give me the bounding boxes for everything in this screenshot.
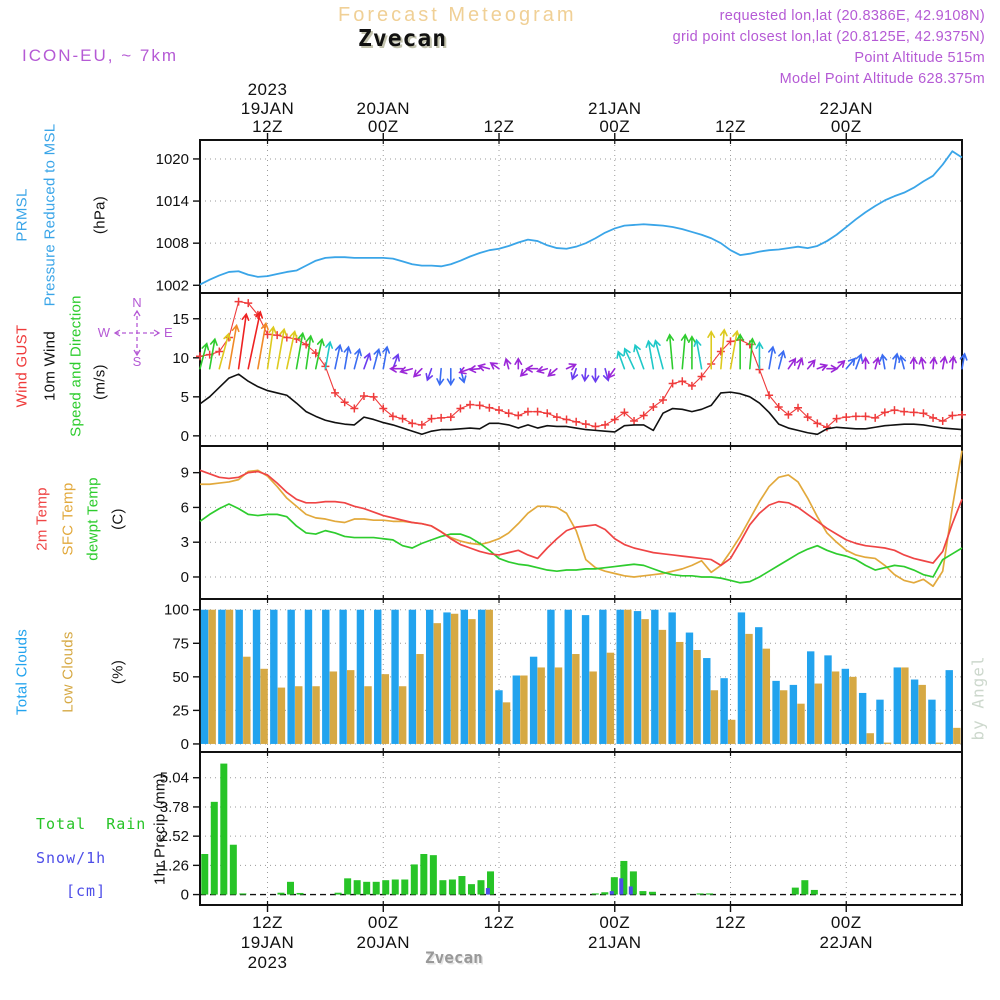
snow-unit-label: [cm]	[66, 882, 107, 900]
svg-text:0: 0	[180, 886, 189, 904]
temp-unit: (C)	[109, 508, 127, 530]
svg-text:1014: 1014	[155, 193, 189, 211]
wind-10m-label: 10m Wind	[41, 331, 59, 401]
top-tick-hour: 00Z	[367, 117, 399, 136]
top-tick-day: 19JAN	[240, 99, 295, 118]
svg-text:100: 100	[163, 601, 189, 619]
svg-text:75: 75	[172, 635, 189, 653]
watermark: by Angel	[968, 655, 988, 741]
svg-text:3.78: 3.78	[159, 798, 189, 816]
rain-label: Total Rain	[36, 815, 147, 833]
temperature-panel-chart	[180, 446, 962, 599]
wind-gust-label: Wind GUST	[13, 324, 31, 408]
snow-label: Snow/1h	[36, 849, 107, 867]
precip-axis-label: 1hr Precip (mm)	[151, 772, 169, 886]
svg-text:3: 3	[180, 534, 189, 552]
top-tick-year: 2023	[247, 80, 288, 99]
compass-icon	[97, 295, 174, 371]
bottom-tick-day: 19JAN	[240, 933, 295, 952]
svg-text:E: E	[164, 325, 173, 340]
pressure-label-long: Pressure Reduced to MSL	[41, 123, 59, 307]
bottom-tick-hour: 00Z	[367, 913, 399, 932]
top-tick-hour: 12Z	[252, 117, 283, 136]
bottom-tick-day: 22JAN	[819, 933, 874, 952]
grid-point-coords: grid point closest lon,lat (20.8125E, 42.9375N)	[672, 29, 985, 45]
top-tick-hour: 00Z	[599, 117, 631, 136]
bottom-tick-hour: 12Z	[252, 913, 283, 932]
footer-station-label: Zvecan	[425, 948, 483, 967]
pressure-panel-chart	[155, 140, 962, 295]
pressure-label-prmsl: PRMSL	[13, 188, 31, 242]
svg-text:0: 0	[180, 427, 189, 445]
pressure-unit: (hPa)	[91, 195, 109, 235]
wind-unit: (m/s)	[91, 364, 109, 400]
svg-text:2.52: 2.52	[159, 828, 189, 846]
top-tick-hour: 12Z	[715, 117, 746, 136]
bottom-tick-hour: 00Z	[830, 913, 862, 932]
svg-text:1002: 1002	[155, 277, 189, 295]
app-title: Forecast Meteogram	[338, 4, 577, 26]
svg-text:1020: 1020	[155, 150, 189, 168]
t2m-label: 2m Temp	[33, 487, 51, 551]
svg-text:25: 25	[172, 702, 189, 720]
clouds-unit: (%)	[109, 659, 127, 685]
svg-text:5: 5	[180, 388, 189, 406]
requested-coords: requested lon,lat (20.8386E, 42.9108N)	[719, 8, 985, 24]
dewpt-label: dewpt Temp	[84, 477, 102, 561]
bottom-tick-day: 20JAN	[356, 933, 411, 952]
bottom-tick-year: 2023	[247, 953, 288, 972]
svg-text:10: 10	[172, 349, 189, 367]
total-clouds-label: Total Clouds	[13, 628, 31, 716]
svg-text:N: N	[132, 295, 142, 310]
station-title: Zvecan	[358, 26, 448, 52]
svg-text:0: 0	[180, 568, 189, 586]
top-tick-day: 21JAN	[587, 99, 642, 118]
svg-text:W: W	[97, 325, 110, 340]
svg-text:5.04: 5.04	[159, 769, 189, 787]
svg-text:9: 9	[180, 464, 189, 482]
clouds-panel-chart	[163, 599, 962, 753]
svg-text:6: 6	[180, 499, 189, 517]
model-point-altitude: Model Point Altitude 628.375m	[779, 71, 985, 87]
svg-text:0: 0	[180, 735, 189, 753]
svg-text:15: 15	[172, 310, 189, 328]
top-tick-hour: 00Z	[830, 117, 862, 136]
wind-dir-label: Speed and Direction	[67, 295, 85, 437]
svg-text:1.26: 1.26	[159, 857, 189, 875]
point-altitude: Point Altitude 515m	[854, 50, 985, 66]
sfc-temp-label: SFC Temp	[59, 482, 77, 556]
top-tick-day: 22JAN	[819, 99, 874, 118]
low-clouds-label: Low Clouds	[59, 631, 77, 713]
svg-text:50: 50	[172, 668, 189, 686]
bottom-tick-hour: 00Z	[599, 913, 631, 932]
wind-panel-chart	[172, 293, 962, 446]
bottom-tick-hour: 12Z	[715, 913, 746, 932]
svg-text:S: S	[132, 354, 142, 369]
model-info: ICON-EU, ~ 7km	[22, 46, 178, 65]
top-tick-day: 20JAN	[356, 99, 411, 118]
bottom-tick-day: 21JAN	[587, 933, 642, 952]
bottom-tick-hour: 12Z	[483, 913, 515, 932]
top-tick-hour: 12Z	[483, 117, 515, 136]
svg-text:1008: 1008	[155, 235, 189, 253]
